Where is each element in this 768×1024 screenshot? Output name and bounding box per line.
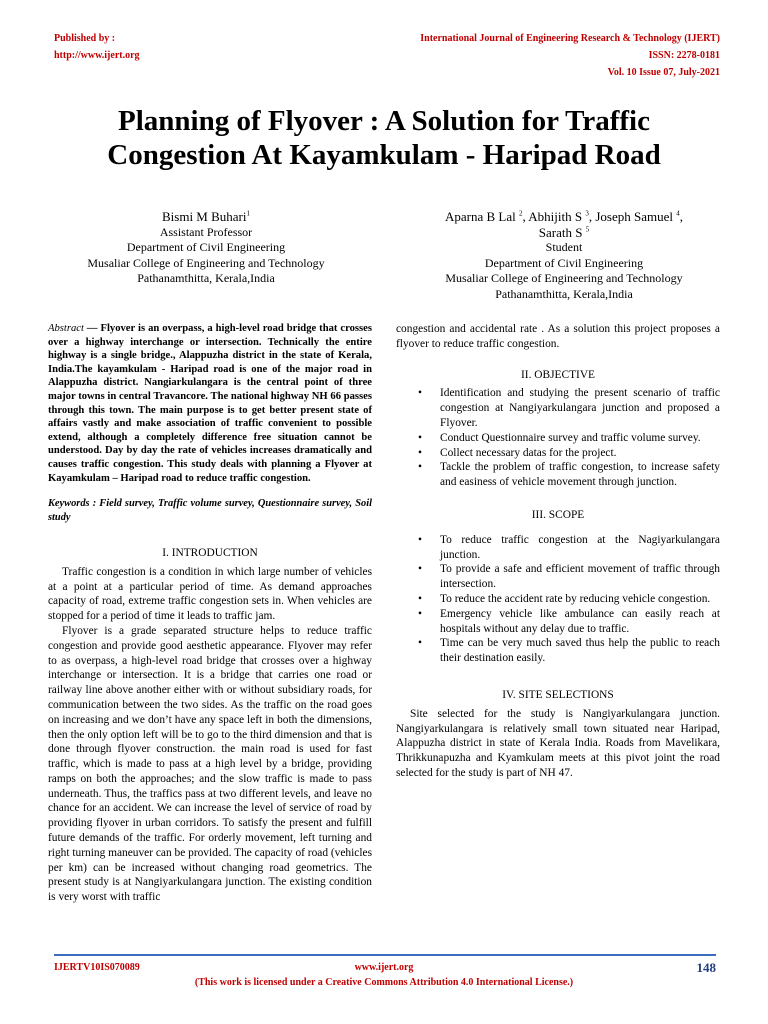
bullet-icon: • — [418, 533, 422, 546]
bullet-icon: • — [418, 563, 422, 576]
volume-issue: Vol. 10 Issue 07, July-2021 — [607, 67, 720, 78]
footer-paper-code: IJERTV10IS070089 — [54, 962, 140, 973]
list-item: • Identification and studying the present scenario of traffic congestion at Nangiyarkulangara junction and proposed a Flyover. — [418, 387, 720, 429]
author-names-line2: Sarath S $^5$ — [538, 224, 590, 240]
abstract: Abstract — Flyover is an overpass, a high-level road bridge that crosses over a highway interchange or intersection. Technically the entire highway is a single bridge., Alappuzha district in the state of Kerala, India.The kayamkulam - Haripad road is one of the major road in Alappuzha district. Nangiarkulangara is the central point of three major towns in central Travancore. The national highway NH 66 passes through this town. The main purpose is to get better present state of affairs vastly and make association of traffic convenient to possible extend, although a completely difference free situation cannot be understood. Day by day the rate of vehicles increases dramatically and causes traffic congestion. This study deals with planning a Flyover at Kayamkulam – Haripad road to reduce traffic congestion. — [48, 323, 373, 484]
objective-list — [396, 386, 720, 490]
list-item: • To reduce traffic congestion at the Nagiyarkulangara junction. — [418, 533, 720, 561]
journal-name: International Journal of Engineering Research & Technology (IJERT) — [420, 33, 720, 44]
section-heading-site-selections: IV. SITE SELECTIONS — [502, 688, 614, 701]
author-role: Student — [545, 240, 583, 254]
list-item: • Conduct Questionnaire survey and traffic volume survey. — [418, 431, 701, 444]
bullet-icon: • — [418, 637, 422, 650]
author-location: Pathanamthitta, Kerala,India — [137, 271, 275, 285]
list-item: • Collect necessary datas for the project. — [418, 446, 617, 459]
author-role: Assistant Professor — [159, 224, 253, 239]
site-link[interactable]: http://www.ijert.org — [54, 50, 140, 61]
list-item: • Emergency vehicle like ambulance can easily reach at hospitals without any delay due to traffic. — [418, 607, 720, 635]
left-column — [48, 322, 372, 905]
intro-continuation: congestion and accidental rate . As a solution this project proposes a flyover to reduce traffic congestion. — [396, 323, 720, 350]
bullet-icon: • — [418, 446, 422, 459]
author-block-left — [58, 209, 354, 287]
bullet-icon: • — [418, 461, 422, 474]
list-item: • To provide a safe and efficient movement of traffic through intersection. — [418, 563, 720, 591]
page-number: 148 — [696, 960, 716, 975]
title-line-2: Congestion At Kayamkulam - Haripad Road — [107, 139, 661, 171]
list-item: • To reduce the accident rate by reducing vehicle congestion. — [418, 592, 711, 605]
header-right — [420, 30, 720, 81]
section-heading-scope: III. SCOPE — [531, 508, 585, 521]
author-college: Musaliar College of Engineering and Technology — [87, 255, 325, 270]
scope-list — [396, 533, 720, 666]
published-by: Published by : — [54, 33, 116, 44]
intro-paragraph-2: Flyover is a grade separated structure helps to reduce traffic congestion and provide good aesthetic appearance. Flyover may refer to as overpass, a high-level road bridge that crosses over a highway interchange or intersection. It is a bridge that carries one road or railway line above another either with or without subsidiary roads, for communication between the two sides. As the traffic on the road goes on increasing and we don’t have any space left in both the dimensions, then the only option left will be to go to the third dimension and that is done through flyover construction. the main road is used for fast traffic, which is made to pass at a high level by a bridge, providing ramps on both the approaches; and the slow traffic is made to pass underneath. Thus, the traffics pass at two different levels, and leave no chance for an accident. We can increase the level of service of road by providing flyover in urban corridors. To satisfy the present and fulfill future demands of the traffic. For orderly movement, left turning and right turning maneuver can be provided. The capacity of road (vehicles per km) can be increased without changing road geometrics. The present study is at Nangiyarkulangara junction. The existing condition is very worst with traffic — [48, 624, 372, 904]
author-name: Bismi M Buhari$^1$ — [161, 209, 250, 224]
footer-rule — [54, 954, 716, 956]
bullet-icon: • — [418, 592, 422, 605]
issn: ISSN: 2278-0181 — [648, 50, 720, 61]
list-item: • Time can be very much saved thus help the public to reach their destination easily. — [418, 637, 720, 665]
bullet-icon: • — [418, 431, 422, 444]
author-block-right — [414, 209, 714, 302]
site-paragraph: Site selected for the study is Nangiyarkulangara junction. Nangiyarkulangara is relatively small town situated near Haripad, Alappuzha district in state of Kerala India. Roads from Mavelikara, Thrikkunapuzha and Kyamkulam meets at this pivot joint the road selected for the study is part of NH 47. — [396, 707, 720, 779]
paper-title — [40, 104, 728, 172]
footer-site-link[interactable]: www.ijert.org — [354, 962, 414, 973]
bullet-icon: • — [418, 607, 422, 620]
author-college: Musaliar College of Engineering and Technology — [445, 271, 683, 285]
intro-paragraph-1: Traffic congestion is a condition in which large number of vehicles at a point at a particular period of time. As demand approaches capacity of road, extreme traffic congestion sets in. When vehicles are stopped for a period of time it leads to traffic jam. — [48, 565, 372, 623]
section-heading-introduction: I. INTRODUCTION — [162, 546, 258, 559]
footer-license: (This work is licensed under a Creative Commons Attribution 4.0 International License.) — [194, 977, 574, 988]
keywords: Keywords : Field survey, Traffic volume survey, Questionnaire survey, Soil study — [48, 498, 372, 523]
title-line-1: Planning of Flyover : A Solution for Traffic — [118, 105, 650, 137]
list-item: • Tackle the problem of traffic congestion, to increase safety and easiness of vehicle movement through junction. — [418, 461, 720, 489]
author-department: Department of Civil Engineering — [126, 240, 286, 254]
header-left — [54, 30, 140, 64]
bullet-icon: • — [418, 387, 422, 400]
section-heading-objective: II. OBJECTIVE — [520, 368, 596, 381]
author-names: Aparna B Lal $^2$, Abhijith S $^3$, Joseph Samuel $^4$, — [444, 209, 683, 224]
right-column — [396, 322, 720, 781]
author-department: Department of Civil Engineering — [484, 255, 644, 270]
author-location: Pathanamthitta, Kerala,India — [495, 286, 633, 301]
